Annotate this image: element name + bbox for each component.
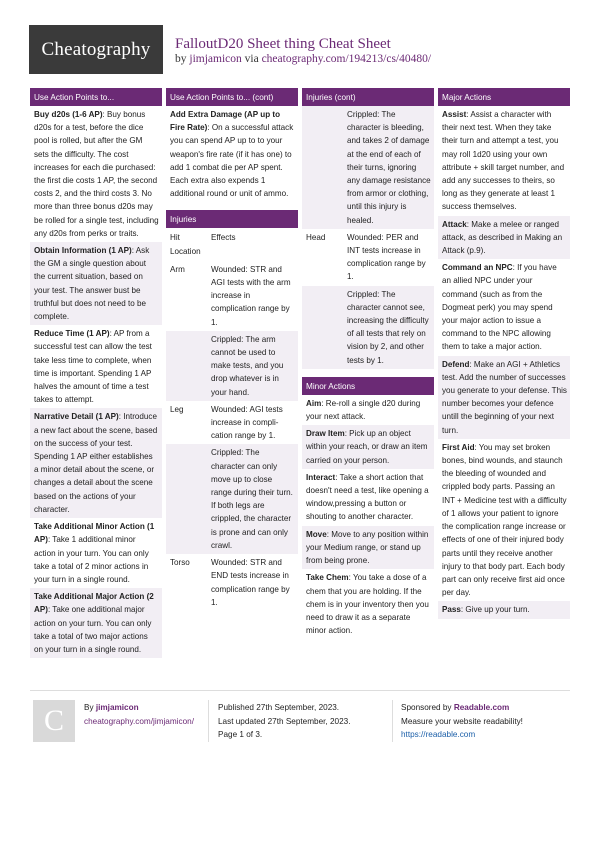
- item-text: : Take a short action that doesn't need a test, like opening a window,pressing a button or shouting to another character.: [306, 472, 429, 522]
- table-row: [302, 106, 434, 229]
- item-term: Assist: [442, 110, 467, 119]
- column-1: [30, 88, 162, 664]
- list-item: [30, 518, 162, 588]
- item-text: : You may set broken bones, bind wounds, and staunch the bleeding of wounded and crippled body parts. Passing an INT + Medicine test with a difficulty of 1 allows your patient to ignore the complication range increase or effects of one of their injured body parts until they receive another injury to that body part. Each body part can only receive first aid once per day.: [442, 442, 567, 598]
- effect-cell: Wounded: STR and AGI tests with the arm increase in complication range by 1.: [211, 264, 291, 327]
- item-text: : If you have an allied NPC under your command (such as from the Dogmeat perk) you may spend your major action to issue a command to the NPC allowing them to take a major action.: [442, 263, 557, 352]
- item-list: [438, 106, 570, 619]
- item-text: : Move to any position within your Medium range, or stand up from being prone.: [306, 529, 429, 566]
- footer-author-link[interactable]: jimjamicon: [95, 703, 139, 712]
- list-item: [438, 439, 570, 601]
- list-item: [438, 216, 570, 260]
- list-item: [302, 569, 434, 639]
- injuries-cont-section: [302, 88, 434, 369]
- injuries-table: [166, 228, 298, 610]
- minor-actions-section: [302, 377, 434, 639]
- footer-author-url[interactable]: cheatography.com/jimjamicon/: [84, 716, 194, 726]
- item-text: : On a successful attack you can spend AP up to to your weapon's fire rate (if it has one) to add 1 combat die per AP spent. Each extra also expends 1 additional round or unit of ammo.: [170, 123, 294, 199]
- list-item: [438, 356, 570, 439]
- item-term: Obtain Information (1 AP): [34, 246, 132, 256]
- item-term: Defend: [442, 359, 470, 369]
- section-header: Use Action Points to...: [30, 88, 162, 106]
- byline-by: by: [175, 53, 187, 65]
- list-item: [166, 106, 298, 202]
- item-text: : Pick up an object within your reach, or draw an item carried on your person.: [306, 429, 428, 465]
- table-row: [166, 554, 298, 611]
- table-row: [166, 261, 298, 331]
- item-text: : AP from a successful test can allow the test take less time to complete, when time is important. Spending 1 AP halves the amount of time a test takes to attempt.: [34, 329, 152, 405]
- footer-dates: [218, 701, 350, 742]
- item-text: : Take 1 additional minor action in your turn. You can only take a total of 2 minor actions in your turn in a single round.: [34, 535, 149, 584]
- table-row: [302, 286, 434, 369]
- item-term: Take Additional Minor Action (1 AP): [34, 522, 155, 545]
- item-list: [302, 395, 434, 639]
- item-term: Pass: [442, 605, 461, 615]
- item-term: Narrative Detail (1 AP): [34, 412, 119, 422]
- item-list: [166, 106, 298, 202]
- list-item: [438, 601, 570, 618]
- item-term: Add Extra Damage (AP up to Fire Rate): [170, 110, 281, 133]
- list-item: [302, 425, 434, 469]
- column-3: [302, 88, 434, 645]
- effect-cell: Wounded: AGI tests increase in complication range by 1.: [211, 404, 283, 441]
- byline: [175, 53, 431, 65]
- hit-location-cell: Head: [306, 232, 326, 242]
- injuries-table: [302, 106, 434, 369]
- table-row: [302, 229, 434, 286]
- list-item: [438, 259, 570, 355]
- effect-cell: Crippled: The character cannot see, increasing the difficulty of all tests that rely on vision by 2, and other tests by 1.: [343, 286, 434, 369]
- sponsor-link[interactable]: Readable.com: [453, 703, 510, 712]
- hit-location-cell: Leg: [170, 404, 184, 414]
- footer-divider-vertical: [392, 700, 393, 742]
- item-list: [30, 106, 162, 658]
- major-actions-section: [438, 88, 570, 619]
- item-text: : Make an AGI + Athletics test. Add the number of successes you generate to your defense. This number becomes your defence untill the beginning of your next turn.: [442, 359, 567, 435]
- header-effects: Effects: [211, 233, 236, 243]
- item-text: : Make a melee or ranged attack, as described in Making an Attack (p.9).: [442, 219, 563, 256]
- cheatography-logo[interactable]: [29, 25, 163, 74]
- sponsor-url[interactable]: https://readable.com: [401, 730, 476, 739]
- item-term: Move: [306, 529, 327, 539]
- item-term: Attack: [442, 219, 467, 229]
- footer-by: By: [84, 703, 94, 712]
- item-term: Aim: [306, 398, 322, 408]
- item-term: Interact: [306, 472, 336, 482]
- use-ap-section: [30, 88, 162, 658]
- sheet-url-link[interactable]: cheatography.com/194213/cs/40480/: [261, 53, 432, 65]
- effect-cell: Crippled: The character is bleeding, and takes 2 of damage at the end of each of their turns, ignoring any damage resistance from armor or clothing, until this injury is healed.: [343, 106, 434, 229]
- item-term: Buy d20s (1-6 AP): [34, 110, 103, 119]
- list-item: [302, 395, 434, 425]
- header-hit-location: Hit Location: [170, 233, 201, 256]
- author-avatar: C: [33, 700, 75, 742]
- use-ap-cont-section: [166, 88, 298, 202]
- item-term: Reduce Time (1 AP): [34, 329, 110, 339]
- author-link[interactable]: jimjamicon: [189, 53, 242, 65]
- hit-location-cell: [166, 331, 207, 401]
- item-term: Draw Item: [306, 429, 345, 439]
- hit-location-cell: Torso: [170, 558, 190, 568]
- item-text: : Give up your turn.: [460, 605, 530, 615]
- item-text: : You take a dose of a chem that you are holding. If the chem is in your inventory then you need to draw it as a separate minor action.: [306, 573, 429, 636]
- table-row: [166, 331, 298, 401]
- hit-location-cell: [166, 444, 207, 554]
- item-text: : Assist a character with their next test. When they take their turn and attempt a test, you may roll 1d20 using your own attribute + skill target number, and add any successes to theirs, so long as they generate at least 1 success themselves.: [442, 110, 565, 212]
- published-date: Published 27th September, 2023.: [218, 703, 340, 712]
- page-number: Page 1 of 3.: [218, 730, 263, 739]
- hit-location-cell: [302, 106, 343, 229]
- item-text: : Buy bonus d20s for a test, before the dice pool is rolled, but after the GM sets the difficulty. The cost increases for each die purchased: the first die costs 1 AP, the second costs 2, and the third costs 3. No more than three bonus d20s may be rolled for a single test, including any d20s from perks or traits.: [34, 110, 159, 238]
- injuries-section: [166, 210, 298, 610]
- effect-cell: Wounded: STR and END tests increase in complication range by 1.: [211, 558, 290, 607]
- item-text: : Ask the GM a single question about the current situation, based on your test. The answer bust be truthful but does not need to be complete.: [34, 246, 150, 322]
- section-header: Use Action Points to... (cont): [166, 88, 298, 106]
- sponsor-prefix: Sponsored by: [401, 703, 452, 712]
- effect-cell: Crippled: The character can only move up to close range during their turn. If both legs are crippled, the character is prone and can only crawl.: [207, 444, 298, 554]
- footer-author: [84, 701, 194, 728]
- effect-cell: Crippled: The arm cannot be used to make tests, and you drop whatever is in your hand.: [207, 331, 298, 401]
- footer-divider-vertical: [208, 700, 209, 742]
- hit-location-cell: Arm: [170, 264, 185, 274]
- section-header: Injuries (cont): [302, 88, 434, 106]
- list-item: [302, 526, 434, 570]
- item-term: Command an NPC: [442, 263, 513, 273]
- section-header: Major Actions: [438, 88, 570, 106]
- sponsor-text: Measure your website readability!: [401, 716, 523, 726]
- list-item: [30, 588, 162, 658]
- list-item: [30, 408, 162, 518]
- footer-sponsor: [401, 701, 523, 742]
- table-header-row: [166, 228, 298, 260]
- column-2: [166, 88, 298, 617]
- footer-divider: [30, 690, 570, 691]
- item-term: Take Chem: [306, 573, 349, 583]
- item-text: : Introduce a new fact about the scene, based on the success of your test. Spending 1 AP either establishes a minor detail about the scene, or changes a detail about the scene based on the actions of your character.: [34, 412, 158, 514]
- logo-text: Cheatography: [41, 38, 151, 60]
- updated-date: Last updated 27th September, 2023.: [218, 716, 351, 726]
- list-item: [302, 469, 434, 526]
- effect-cell: Wounded: PER and INT tests increase in complication range by 1.: [347, 232, 426, 282]
- item-text: : Take one additional major action on your turn. You can only take a total of two major actions on your turn in a single round.: [34, 605, 152, 654]
- list-item: [438, 106, 570, 216]
- table-row: [166, 401, 298, 445]
- hit-location-cell: [302, 286, 343, 369]
- list-item: [30, 325, 162, 408]
- section-header: Minor Actions: [302, 377, 434, 395]
- byline-via: via: [244, 53, 259, 65]
- item-term: First Aid: [442, 442, 475, 452]
- page-title: FalloutD20 Sheet thing Cheat Sheet: [175, 36, 391, 52]
- list-item: [30, 242, 162, 325]
- list-item: [30, 106, 162, 242]
- item-term: Take Additional Major Action (2 AP): [34, 592, 154, 615]
- column-4: [438, 88, 570, 625]
- item-text: : Re-roll a single d20 during your next attack.: [306, 398, 421, 422]
- table-row: [166, 444, 298, 554]
- section-header: Injuries: [166, 210, 298, 228]
